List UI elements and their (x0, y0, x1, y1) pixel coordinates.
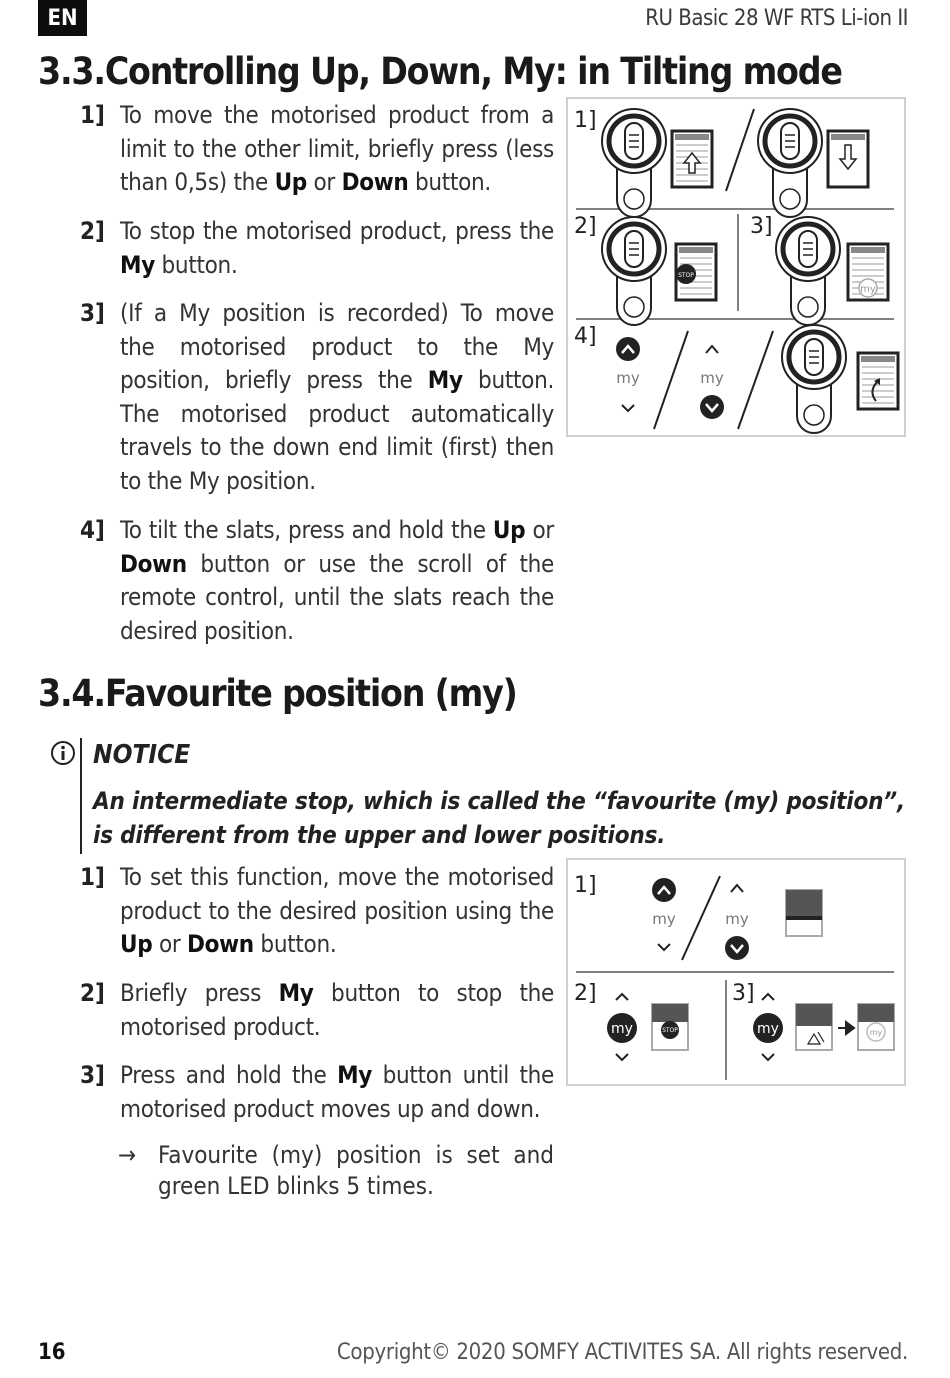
remote-tilt-icon (782, 325, 846, 433)
figure-label-2: 2] (574, 214, 597, 239)
step-number: 3] (80, 1061, 105, 1089)
figure-label-1: 1] (574, 108, 597, 133)
remote-up-icon (602, 109, 666, 217)
section-3-3-heading: 3.3.Controlling Up, Down, My: in Tilting mode (38, 50, 842, 93)
blind-stop-icon (676, 244, 716, 300)
favourite-position-svg (568, 860, 904, 1084)
language-badge: EN (38, 0, 87, 36)
step-text: To tilt the slats, press and hold the Up or Down button or use the scroll of the remote control, until the slats reach the desired position. (120, 516, 554, 645)
section34-step-1 (80, 861, 554, 962)
next-arrow-icon (838, 1022, 854, 1034)
step-text: To stop the motorised product, press the My button. (120, 217, 554, 279)
section33-step-1 (80, 99, 554, 200)
section34-step-2 (80, 977, 554, 1044)
stop-label: STOP (662, 1027, 678, 1034)
notice-text: An intermediate stop, which is called the “favourite (my) position”, is different from the upper and lower positions. (93, 787, 905, 849)
section33-step-4 (80, 514, 554, 648)
blind-up-down-icon (796, 1004, 832, 1050)
figure-separator (682, 876, 720, 960)
remote-down-icon (758, 109, 822, 217)
remote-my-hold-icon (753, 994, 783, 1060)
blind-up-icon (672, 131, 712, 187)
document-title: RU Basic 28 WF RTS Li-ion II (645, 6, 908, 31)
figure-separator (726, 109, 754, 191)
figure-label-2: 2] (574, 981, 597, 1006)
tilting-mode-svg (568, 99, 904, 435)
right-arrow-icon: → (118, 1141, 137, 1169)
step-number: 1] (80, 863, 105, 891)
step-number: 1] (80, 101, 105, 129)
figure-label-3: 3] (732, 981, 755, 1006)
step-text: To set this function, move the motorised product to the desired position using the Up or Down button. (120, 863, 554, 958)
blind-down-icon (828, 131, 868, 187)
step-number: 2] (80, 217, 105, 245)
figure-label-4: 4] (574, 324, 597, 349)
step-number: 3] (80, 299, 105, 327)
section-3-4-heading: 3.4.Favourite position (my) (38, 672, 517, 715)
remote-stop-icon (602, 217, 666, 325)
remote-scroll-up-icon (700, 346, 724, 419)
favourite-position-illustration (566, 858, 906, 1086)
my-label: my (700, 369, 724, 387)
blind-my-confirm-icon (858, 1004, 894, 1050)
stop-label: STOP (678, 272, 694, 279)
figure-label-1: 1] (574, 873, 597, 898)
my-label: my (652, 910, 676, 928)
page-number: 16 (38, 1340, 66, 1365)
blind-stop-icon (652, 1004, 688, 1050)
notice-bar (80, 738, 82, 854)
step-number: 2] (80, 979, 105, 1007)
remote-my-icon (776, 217, 840, 325)
result-note (118, 1140, 554, 1202)
blind-tilt-icon (858, 353, 898, 409)
step-text: Press and hold the My button until the motorised product moves up and down. (120, 1061, 554, 1123)
notice-title: NOTICE (93, 740, 191, 770)
my-label: my (869, 1028, 883, 1037)
step-text: (If a My position is recorded) To move the motorised product to the My position, briefly press the My button. The motorised product automatically travels to the down end limit (first) then to the My position. (120, 299, 555, 495)
blind-my-icon (848, 244, 888, 300)
step-number: 4] (80, 516, 105, 544)
result-text: Favourite (my) position is set and green LED blinks 5 times. (158, 1141, 554, 1200)
my-label: my (725, 910, 749, 928)
my-label: my (611, 1021, 633, 1037)
remote-scroll-down-icon (616, 337, 640, 411)
my-label: my (616, 369, 640, 387)
blind-position-icon (786, 890, 822, 936)
info-icon (50, 740, 76, 766)
tilting-mode-illustration (566, 97, 906, 437)
step-text: Briefly press My button to stop the motorised product. (120, 979, 555, 1041)
section33-step-3 (80, 297, 554, 498)
my-label: my (757, 1021, 779, 1037)
copyright: Copyright© 2020 SOMFY ACTIVITES SA. All rights reserved. (336, 1340, 908, 1365)
figure-label-3: 3] (750, 214, 773, 239)
step-text: To move the motorised product from a limit to the other limit, briefly press (less than 0,5s) the Up or Down button. (120, 101, 554, 196)
figure-separator (654, 331, 688, 429)
section33-step-2 (80, 215, 554, 282)
my-label: my (860, 284, 876, 295)
remote-up-scroll-icon (652, 878, 676, 950)
remote-down-scroll-icon (725, 885, 749, 960)
remote-my-press-icon (607, 994, 637, 1060)
section34-step-3 (80, 1059, 554, 1126)
figure-separator (738, 331, 773, 429)
